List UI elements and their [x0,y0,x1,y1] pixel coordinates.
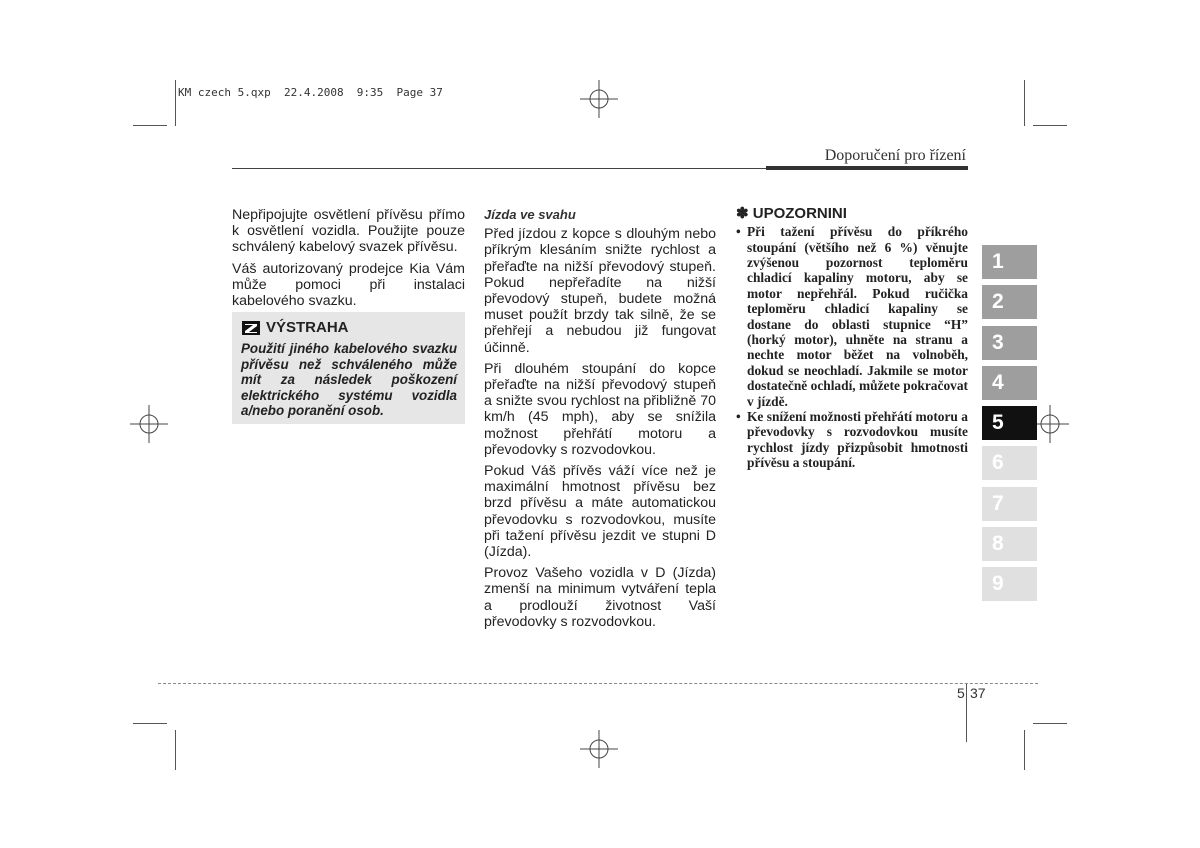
chapter-number: 5 [957,685,965,701]
crop-mark [133,723,167,724]
column-left [232,207,465,314]
warning-text: Použití jiného kabelového svazku přívěsu než schváleného může mít za následek poškození elektrického systému vozidla a/nebo poranění osob. [241,341,457,419]
chapter-tab-9[interactable]: 9 [982,567,1037,601]
chapter-tab-8[interactable]: 8 [982,527,1037,561]
paragraph: Před jízdou z kopce s dlouhým nebo příkrým klesáním snižte rychlost a přeřaďte na nižší převodový stupeň. Pokud nepřeřadíte na nižší převodový stupeň, budete možná muset použít brzdy tak silně, že se přehřejí a nebudou již fungovat účinně. [484,226,716,356]
chapter-tab-7[interactable]: 7 [982,487,1037,521]
registration-mark-icon [580,80,618,118]
caution-item: • Při tažení přívěsu do příkrého stoupání (většího než 6 %) věnujte zvýšenou pozornost teploměru chladicí kapaliny motoru, aby se motor nepřehřál. Pokud ručička teploměru chladicí kapaliny se dostane do oblasti stupnice “H” (horký motor), uhněte na stranu a nechte motor běžet na volnoběh, dokud se neochladí. Jakmile se motor dostatečně ochladí, můžete pokračovat v jízdě. [736,224,968,409]
caution-item: • Ke snížení možnosti přehřátí motoru a převodovky s rozvodovkou musíte rychlost jízdy přizpůsobit hmotnosti přívěsu a stoupání. [736,409,968,471]
crop-mark [133,125,167,126]
column-middle [484,207,716,635]
chapter-tab-5[interactable]: 5 [982,406,1037,440]
column-right [736,206,968,471]
paragraph: Při dlouhém stoupání do kopce přeřaďte na nižší převodový stupeň a snižte svou rychlost na přibližně 70 km/h (45 mph), aby se snížila možnost přehřátí motoru a převodovky s rozvodovkou. [484,360,716,458]
page-number-divider [966,684,967,742]
crop-mark [1024,730,1025,770]
chapter-tab-2[interactable]: 2 [982,285,1037,319]
registration-mark-icon [130,405,168,443]
warning-header [242,319,349,336]
paragraph: Pokud Váš přívěs váží více než je maximální hmotnost přívěsu bez brzd přívěsu a máte automatickou převodovku s rozvodovkou, musíte při tažení přívěsu jezdit ve stupni D (Jízda). [484,463,716,561]
chapter-tab-4[interactable]: 4 [982,366,1037,400]
crop-mark [1024,80,1025,126]
header-rule-accent [766,166,968,170]
chapter-tab-3[interactable]: 3 [982,326,1037,360]
warning-icon [242,321,260,335]
paragraph: Váš autorizovaný prodejce Kia Vám může pomoci při instalaci kabelového svazku. [232,260,465,310]
paragraph: Nepřipojujte osvětlení přívěsu přímo k osvětlení vozidla. Použijte pouze schválený kabelový svazek přívěsu. [232,207,465,256]
section-title: Doporučení pro řízení [824,147,966,164]
chapter-tab-1[interactable]: 1 [982,245,1037,279]
subsection-heading: Jízda ve svahu [484,207,576,222]
crop-mark [1033,723,1067,724]
crop-mark [175,80,176,126]
chapter-tab-6[interactable]: 6 [982,446,1037,480]
crop-mark [175,730,176,770]
caution-list [736,224,968,471]
crop-mark [1033,125,1067,126]
caution-title: ✽ UPOZORNINI [736,205,847,222]
print-slug: KM czech 5.qxp 22.4.2008 9:35 Page 37 [178,86,443,99]
chapter-tabs [982,245,1037,608]
warning-title: VÝSTRAHA [266,319,349,336]
paragraph: Provoz Vašeho vozidla v D (Jízda) zmenší na minimum vytváření tepla a prodlouží životnost Vaší převodovky s rozvodovkou. [484,565,716,630]
footer-rule [158,683,1038,684]
registration-mark-icon [580,730,618,768]
page-number: 37 [970,685,986,701]
warning-box [232,312,465,424]
